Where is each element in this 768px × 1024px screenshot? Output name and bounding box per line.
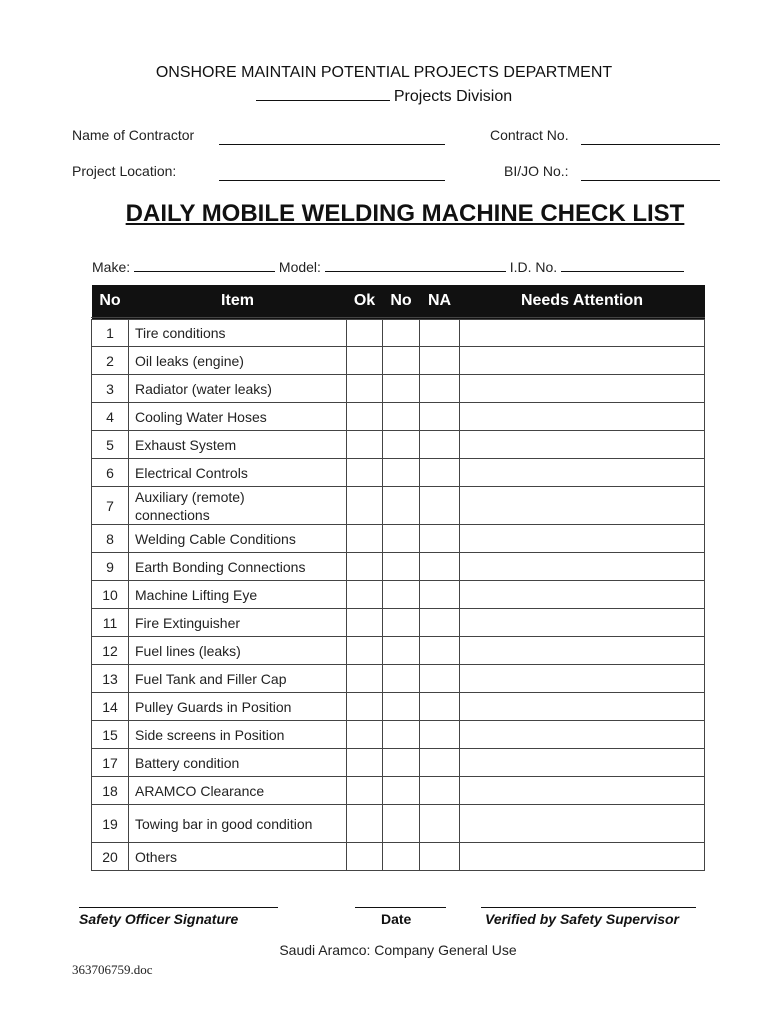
header-needs-attention: Needs Attention	[460, 285, 705, 319]
row-number: 10	[92, 581, 129, 609]
row-item: ARAMCO Clearance	[129, 777, 347, 805]
no-cell[interactable]	[383, 403, 420, 431]
na-cell[interactable]	[420, 665, 460, 693]
needs-attention-cell[interactable]	[460, 721, 705, 749]
needs-attention-cell[interactable]	[460, 665, 705, 693]
needs-attention-cell[interactable]	[460, 403, 705, 431]
row-number: 12	[92, 637, 129, 665]
row-number: 11	[92, 609, 129, 637]
ok-cell[interactable]	[347, 777, 383, 805]
row-number: 9	[92, 553, 129, 581]
row-item: Fuel lines (leaks)	[129, 637, 347, 665]
safety-officer-label: Safety Officer Signature	[79, 911, 239, 927]
na-cell[interactable]	[420, 431, 460, 459]
row-number: 15	[92, 721, 129, 749]
division-blank[interactable]	[256, 86, 390, 101]
table-row	[92, 637, 705, 665]
row-number: 5	[92, 431, 129, 459]
header-ok: Ok	[347, 285, 383, 319]
table-row	[92, 693, 705, 721]
table-row	[92, 805, 705, 843]
no-cell[interactable]	[383, 459, 420, 487]
row-number: 3	[92, 375, 129, 403]
needs-attention-cell[interactable]	[460, 525, 705, 553]
row-item: Machine Lifting Eye	[129, 581, 347, 609]
no-cell[interactable]	[383, 665, 420, 693]
na-cell[interactable]	[420, 721, 460, 749]
no-cell[interactable]	[383, 487, 420, 525]
checklist-table	[91, 285, 705, 871]
needs-attention-cell[interactable]	[460, 843, 705, 871]
table-row	[92, 347, 705, 375]
no-cell[interactable]	[383, 721, 420, 749]
needs-attention-cell[interactable]	[460, 319, 705, 347]
na-cell[interactable]	[420, 843, 460, 871]
table-row	[92, 581, 705, 609]
make-field[interactable]	[134, 259, 275, 272]
no-cell[interactable]	[383, 581, 420, 609]
table-row	[92, 431, 705, 459]
model-label: Model:	[278, 259, 321, 275]
na-cell[interactable]	[420, 693, 460, 721]
bijo-label: BI/JO No.:	[504, 163, 569, 179]
needs-attention-cell[interactable]	[460, 609, 705, 637]
division-label: Projects Division	[393, 88, 513, 105]
contract-no-label: Contract No.	[490, 127, 569, 143]
no-cell[interactable]	[383, 319, 420, 347]
table-header-row	[92, 285, 705, 319]
id-label: I.D. No.	[509, 259, 558, 275]
row-item: Fire Extinguisher	[129, 609, 347, 637]
row-item: Pulley Guards in Position	[129, 693, 347, 721]
needs-attention-cell[interactable]	[460, 553, 705, 581]
location-field[interactable]	[219, 179, 445, 181]
needs-attention-cell[interactable]	[460, 693, 705, 721]
row-item: Auxiliary (remote) connections	[129, 487, 347, 525]
no-cell[interactable]	[383, 553, 420, 581]
ok-cell[interactable]	[347, 487, 383, 525]
checklist-body	[92, 319, 705, 871]
no-cell[interactable]	[383, 609, 420, 637]
needs-attention-cell[interactable]	[460, 749, 705, 777]
no-cell[interactable]	[383, 525, 420, 553]
row-number: 13	[92, 665, 129, 693]
row-item: Battery condition	[129, 749, 347, 777]
row-item: Oil leaks (engine)	[129, 347, 347, 375]
needs-attention-cell[interactable]	[460, 347, 705, 375]
na-cell[interactable]	[420, 525, 460, 553]
needs-attention-cell[interactable]	[460, 487, 705, 525]
table-row	[92, 459, 705, 487]
na-cell[interactable]	[420, 487, 460, 525]
table-row	[92, 665, 705, 693]
no-cell[interactable]	[383, 805, 420, 843]
table-row	[92, 777, 705, 805]
location-label: Project Location:	[72, 163, 177, 179]
row-item: Cooling Water Hoses	[129, 403, 347, 431]
needs-attention-cell[interactable]	[460, 431, 705, 459]
contractor-field[interactable]	[219, 143, 445, 145]
table-row	[92, 319, 705, 347]
no-cell[interactable]	[383, 431, 420, 459]
no-cell[interactable]	[383, 375, 420, 403]
row-item: Welding Cable Conditions	[129, 525, 347, 553]
table-row	[92, 609, 705, 637]
na-cell[interactable]	[420, 609, 460, 637]
row-item: Electrical Controls	[129, 459, 347, 487]
no-cell[interactable]	[383, 777, 420, 805]
classification-footer: Saudi Aramco: Company General Use	[279, 942, 517, 958]
na-cell[interactable]	[420, 319, 460, 347]
na-cell[interactable]	[420, 553, 460, 581]
document-filename: 363706759.doc	[72, 962, 153, 977]
ok-cell[interactable]	[347, 375, 383, 403]
date-line[interactable]	[355, 906, 446, 908]
ok-cell[interactable]	[347, 403, 383, 431]
na-cell[interactable]	[420, 459, 460, 487]
date-label: Date	[381, 911, 412, 927]
row-number: 18	[92, 777, 129, 805]
row-number: 7	[92, 487, 129, 525]
row-item: Towing bar in good condition	[129, 805, 347, 843]
row-item: Side screens in Position	[129, 721, 347, 749]
no-cell[interactable]	[383, 843, 420, 871]
ok-cell[interactable]	[347, 749, 383, 777]
needs-attention-cell[interactable]	[460, 805, 705, 843]
division-heading	[0, 86, 768, 106]
row-item: Radiator (water leaks)	[129, 375, 347, 403]
no-cell[interactable]	[383, 693, 420, 721]
row-number: 8	[92, 525, 129, 553]
no-cell[interactable]	[383, 749, 420, 777]
table-row	[92, 525, 705, 553]
header-no: No	[92, 285, 129, 319]
no-cell[interactable]	[383, 637, 420, 665]
id-field[interactable]	[561, 259, 684, 272]
needs-attention-cell[interactable]	[460, 581, 705, 609]
needs-attention-cell[interactable]	[460, 459, 705, 487]
supervisor-label: Verified by Safety Supervisor	[485, 911, 679, 927]
row-number: 2	[92, 347, 129, 375]
machine-info-line	[92, 259, 684, 275]
ok-cell[interactable]	[347, 553, 383, 581]
na-cell[interactable]	[420, 375, 460, 403]
ok-cell[interactable]	[347, 347, 383, 375]
table-row	[92, 553, 705, 581]
ok-cell[interactable]	[347, 581, 383, 609]
header-item: Item	[129, 285, 347, 319]
na-cell[interactable]	[420, 749, 460, 777]
row-number: 1	[92, 319, 129, 347]
needs-attention-cell[interactable]	[460, 375, 705, 403]
no-cell[interactable]	[383, 347, 420, 375]
needs-attention-cell[interactable]	[460, 637, 705, 665]
ok-cell[interactable]	[347, 431, 383, 459]
ok-cell[interactable]	[347, 637, 383, 665]
na-cell[interactable]	[420, 637, 460, 665]
ok-cell[interactable]	[347, 459, 383, 487]
contract-no-field[interactable]	[581, 143, 720, 145]
needs-attention-cell[interactable]	[460, 777, 705, 805]
ok-cell[interactable]	[347, 525, 383, 553]
row-item: Exhaust System	[129, 431, 347, 459]
na-cell[interactable]	[420, 347, 460, 375]
make-label: Make:	[92, 259, 131, 275]
row-number: 20	[92, 843, 129, 871]
ok-cell[interactable]	[347, 805, 383, 843]
checklist-title: DAILY MOBILE WELDING MACHINE CHECK LIST	[125, 200, 685, 227]
model-field[interactable]	[325, 259, 506, 272]
table-row	[92, 721, 705, 749]
ok-cell[interactable]	[347, 721, 383, 749]
row-item: Earth Bonding Connections	[129, 553, 347, 581]
row-number: 6	[92, 459, 129, 487]
row-number: 14	[92, 693, 129, 721]
bijo-field[interactable]	[581, 179, 720, 181]
na-cell[interactable]	[420, 777, 460, 805]
na-cell[interactable]	[420, 403, 460, 431]
safety-officer-signature-line[interactable]	[79, 906, 278, 908]
contractor-label: Name of Contractor	[72, 127, 195, 143]
row-number: 4	[92, 403, 129, 431]
table-row	[92, 843, 705, 871]
supervisor-signature-line[interactable]	[481, 906, 696, 908]
row-item: Others	[129, 843, 347, 871]
na-cell[interactable]	[420, 805, 460, 843]
ok-cell[interactable]	[347, 609, 383, 637]
na-cell[interactable]	[420, 581, 460, 609]
row-item: Tire conditions	[129, 319, 347, 347]
ok-cell[interactable]	[347, 693, 383, 721]
row-item: Fuel Tank and Filler Cap	[129, 665, 347, 693]
table-row	[92, 487, 705, 525]
row-number: 17	[92, 749, 129, 777]
header-na: NA	[420, 285, 460, 319]
ok-cell[interactable]	[347, 319, 383, 347]
table-row	[92, 403, 705, 431]
table-row	[92, 375, 705, 403]
department-heading: ONSHORE MAINTAIN POTENTIAL PROJECTS DEPARTMENT	[155, 64, 613, 81]
ok-cell[interactable]	[347, 665, 383, 693]
row-number: 19	[92, 805, 129, 843]
ok-cell[interactable]	[347, 843, 383, 871]
header-no-check: No	[383, 285, 420, 319]
table-row	[92, 749, 705, 777]
